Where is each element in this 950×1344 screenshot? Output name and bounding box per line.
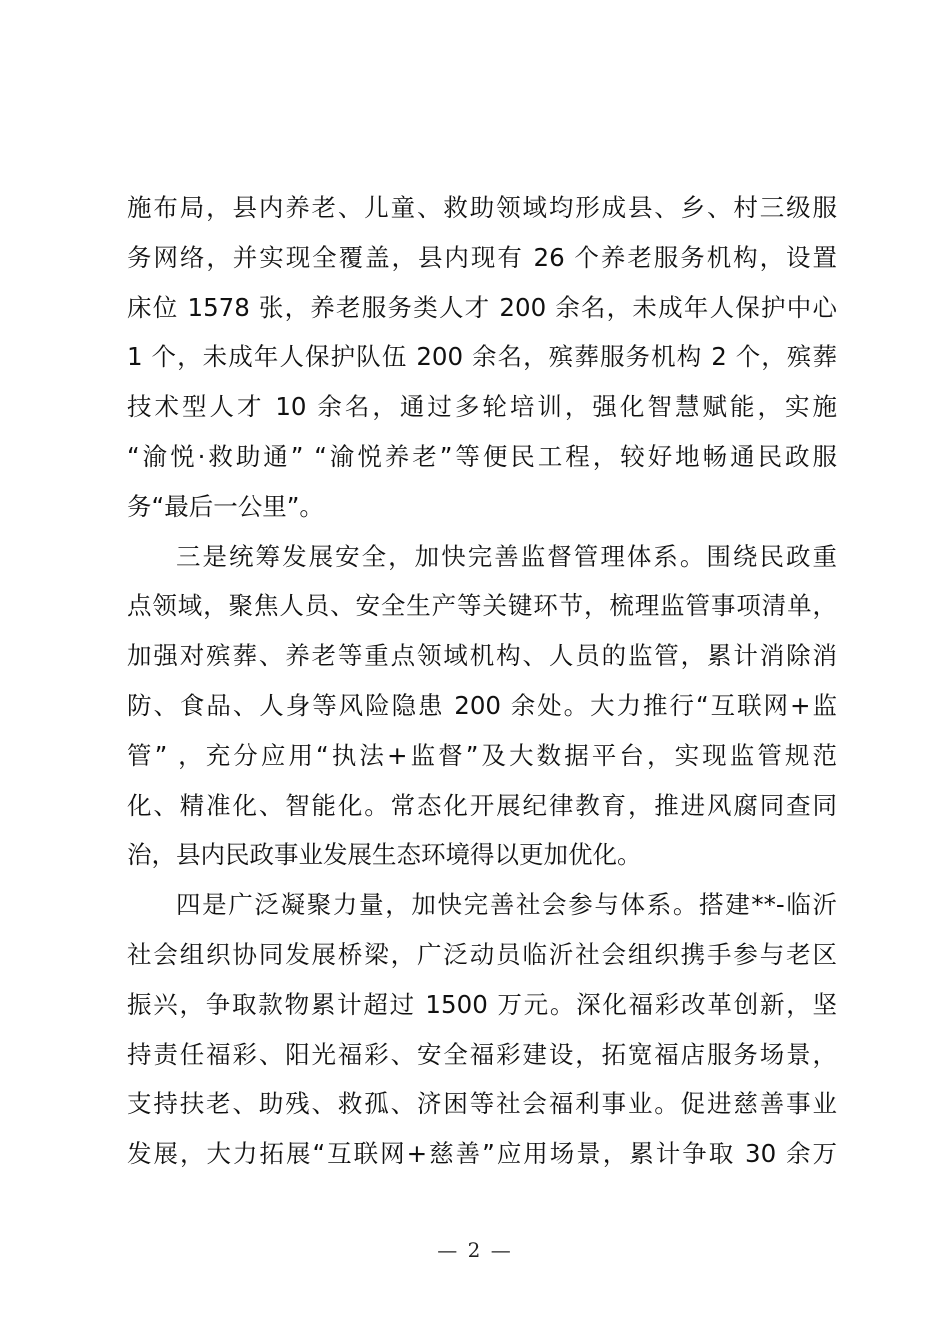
text-line-4: 1 个，未成年人保护队伍 200 余名，殡葬服务机构 2 个，殡葬: [127, 342, 838, 372]
text-line-11: 防、食品、人身等风险隐患 200 余处。大力推行“互联网+监: [127, 690, 837, 720]
text-line-7: 务“最后一公里”。: [127, 491, 324, 521]
text-line-3: 床位 1578 张，养老服务类人才 200 余名，未成年人保护中心: [127, 292, 837, 322]
text-line-5: 技术型人才 10 余名，通过多轮培训，强化智慧赋能，实施: [127, 392, 837, 422]
text-line-12: 管” ，充分应用“执法+监督”及大数据平台，实现监管规范: [127, 740, 837, 770]
text-line-13: 化、精准化、智能化。常态化开展纪律教育，推进风腐同查同: [127, 790, 837, 820]
text-line-2: 务网络，并实现全覆盖，县内现有 26 个养老服务机构，设置: [127, 242, 837, 272]
text-line-6: “渝悦·救助通” “渝悦养老”等便民工程，较好地畅通民政服: [127, 441, 837, 471]
text-line-20: 发展，大力拓展“互联网+慈善”应用场景，累计争取 30 余万: [127, 1139, 837, 1169]
text-line-17: 振兴，争取款物累计超过 1500 万元。深化福彩改革创新，坚: [127, 989, 837, 1019]
text-line-10: 加强对殡葬、养老等重点领域机构、人员的监管，累计消除消: [127, 641, 837, 671]
text-line-8: 三是统筹发展安全，加快完善监督管理体系。围绕民政重: [176, 541, 837, 571]
body-text: [127, 183, 837, 1179]
text-line-15: 四是广泛凝聚力量，加快完善社会参与体系。搭建**-临沂: [176, 890, 837, 920]
text-line-16: 社会组织协同发展桥梁，广泛动员临沂社会组织携手参与老区: [127, 939, 837, 969]
text-line-18: 持责任福彩、阳光福彩、安全福彩建设，拓宽福店服务场景，: [127, 1039, 837, 1069]
text-line-14: 治，县内民政事业发展生态环境得以更加优化。: [127, 840, 642, 870]
text-line-1: 施布局，县内养老、儿童、救助领域均形成县、乡、村三级服: [127, 193, 837, 222]
text-line-9: 点领域，聚焦人员、安全生产等关键环节，梳理监管事项清单，: [127, 591, 837, 621]
text-line-19: 支持扶老、助残、救孤、济困等社会福利事业。促进慈善事业: [127, 1089, 837, 1119]
page-number: — 2 —: [437, 1238, 513, 1262]
